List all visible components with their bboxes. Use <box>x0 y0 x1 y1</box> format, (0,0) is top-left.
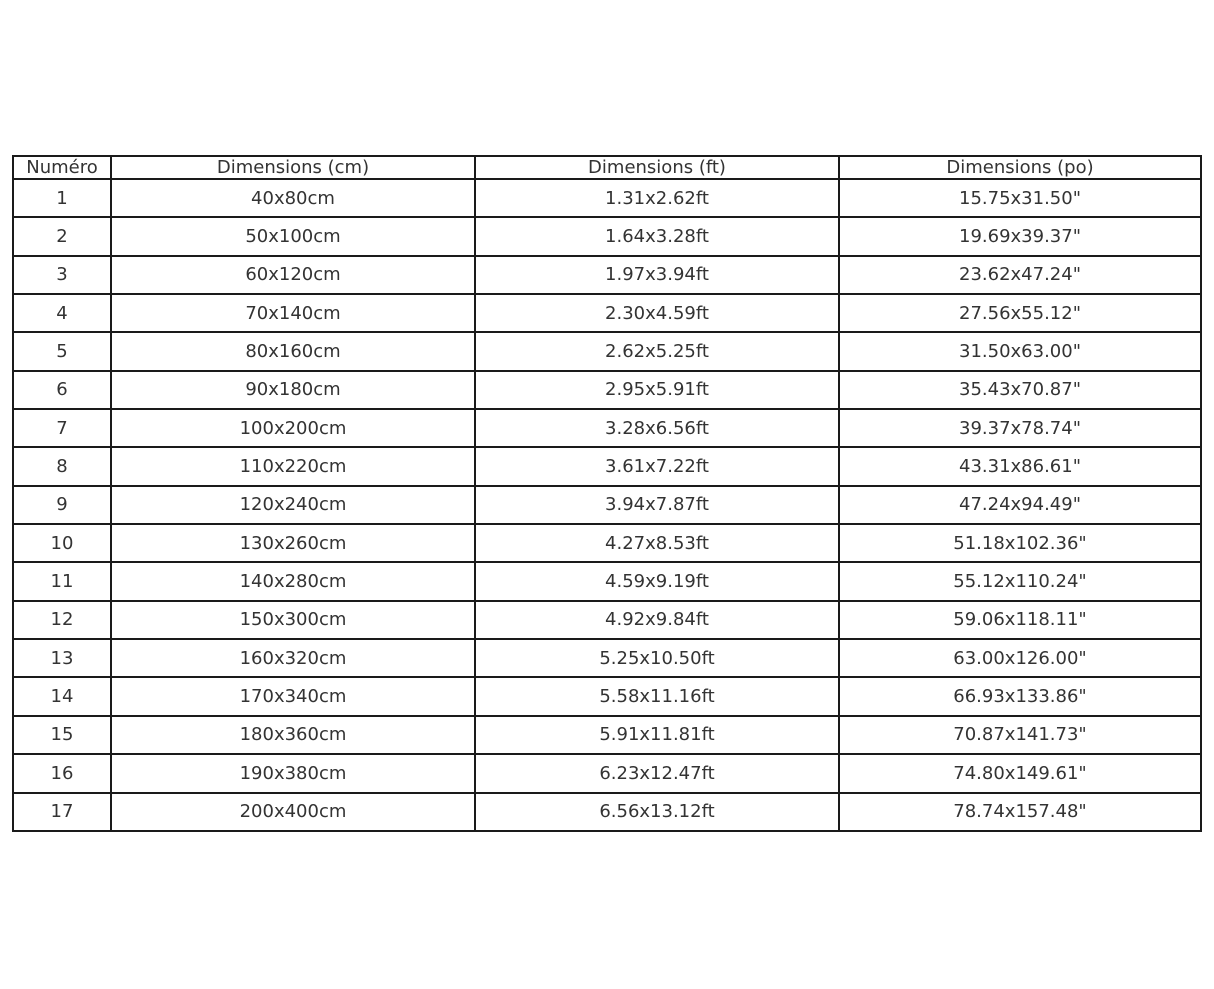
dimensions-po-cell: 70.87x141.73" <box>839 716 1201 754</box>
table-row <box>13 639 1201 677</box>
dimensions-cm-cell: 110x220cm <box>111 447 475 485</box>
dimensions-cm-cell: 130x260cm <box>111 524 475 562</box>
row-number-cell: 5 <box>13 332 111 370</box>
dimensions-cm-cell: 70x140cm <box>111 294 475 332</box>
dimensions-po-cell: 78.74x157.48" <box>839 793 1201 832</box>
column-header: Dimensions (po) <box>839 156 1201 179</box>
table-row <box>13 601 1201 639</box>
row-number-cell: 15 <box>13 716 111 754</box>
row-number-cell: 11 <box>13 562 111 600</box>
dimensions-ft-cell: 4.59x9.19ft <box>475 562 839 600</box>
dimensions-po-cell: 27.56x55.12" <box>839 294 1201 332</box>
dimensions-ft-cell: 4.92x9.84ft <box>475 601 839 639</box>
dimensions-cm-cell: 80x160cm <box>111 332 475 370</box>
dimensions-cm-cell: 60x120cm <box>111 256 475 294</box>
dimensions-po-cell: 43.31x86.61" <box>839 447 1201 485</box>
table-row <box>13 793 1201 832</box>
row-number-cell: 1 <box>13 179 111 217</box>
dimensions-po-cell: 55.12x110.24" <box>839 562 1201 600</box>
table-header-row <box>13 156 1201 179</box>
table-row <box>13 332 1201 370</box>
column-header: Dimensions (ft) <box>475 156 839 179</box>
dimensions-ft-cell: 5.25x10.50ft <box>475 639 839 677</box>
table-row <box>13 562 1201 600</box>
dimensions-cm-cell: 100x200cm <box>111 409 475 447</box>
dimensions-cm-cell: 160x320cm <box>111 639 475 677</box>
dimensions-cm-cell: 200x400cm <box>111 793 475 832</box>
row-number-cell: 6 <box>13 371 111 409</box>
dimensions-cm-cell: 50x100cm <box>111 217 475 255</box>
dimensions-po-cell: 74.80x149.61" <box>839 754 1201 792</box>
dimensions-po-cell: 35.43x70.87" <box>839 371 1201 409</box>
column-header: Dimensions (cm) <box>111 156 475 179</box>
dimensions-cm-cell: 180x360cm <box>111 716 475 754</box>
table-row <box>13 447 1201 485</box>
dimensions-cm-cell: 140x280cm <box>111 562 475 600</box>
dimensions-ft-cell: 6.23x12.47ft <box>475 754 839 792</box>
dimensions-ft-cell: 2.95x5.91ft <box>475 371 839 409</box>
dimensions-cm-cell: 190x380cm <box>111 754 475 792</box>
column-header: Numéro <box>13 156 111 179</box>
table-row <box>13 754 1201 792</box>
dimensions-cm-cell: 90x180cm <box>111 371 475 409</box>
table-row <box>13 294 1201 332</box>
dimensions-po-cell: 23.62x47.24" <box>839 256 1201 294</box>
row-number-cell: 4 <box>13 294 111 332</box>
table-row <box>13 256 1201 294</box>
dimensions-po-cell: 19.69x39.37" <box>839 217 1201 255</box>
dimensions-ft-cell: 5.58x11.16ft <box>475 677 839 715</box>
dimensions-cm-cell: 150x300cm <box>111 601 475 639</box>
row-number-cell: 12 <box>13 601 111 639</box>
table-row <box>13 716 1201 754</box>
row-number-cell: 16 <box>13 754 111 792</box>
row-number-cell: 7 <box>13 409 111 447</box>
dimensions-ft-cell: 2.62x5.25ft <box>475 332 839 370</box>
dimensions-po-cell: 51.18x102.36" <box>839 524 1201 562</box>
dimensions-ft-cell: 5.91x11.81ft <box>475 716 839 754</box>
table-row <box>13 524 1201 562</box>
row-number-cell: 9 <box>13 486 111 524</box>
dimensions-po-cell: 15.75x31.50" <box>839 179 1201 217</box>
row-number-cell: 3 <box>13 256 111 294</box>
dimensions-cm-cell: 170x340cm <box>111 677 475 715</box>
dimensions-po-cell: 47.24x94.49" <box>839 486 1201 524</box>
dimensions-cm-cell: 120x240cm <box>111 486 475 524</box>
dimensions-ft-cell: 3.61x7.22ft <box>475 447 839 485</box>
dimensions-po-cell: 66.93x133.86" <box>839 677 1201 715</box>
dimensions-ft-cell: 3.28x6.56ft <box>475 409 839 447</box>
table-row <box>13 371 1201 409</box>
table-row <box>13 409 1201 447</box>
row-number-cell: 14 <box>13 677 111 715</box>
dimensions-po-cell: 59.06x118.11" <box>839 601 1201 639</box>
dimensions-ft-cell: 1.31x2.62ft <box>475 179 839 217</box>
dimensions-ft-cell: 4.27x8.53ft <box>475 524 839 562</box>
table-row <box>13 217 1201 255</box>
row-number-cell: 2 <box>13 217 111 255</box>
dimensions-po-cell: 31.50x63.00" <box>839 332 1201 370</box>
dimensions-ft-cell: 1.97x3.94ft <box>475 256 839 294</box>
row-number-cell: 8 <box>13 447 111 485</box>
row-number-cell: 10 <box>13 524 111 562</box>
table-row <box>13 179 1201 217</box>
table-row <box>13 677 1201 715</box>
dimensions-ft-cell: 3.94x7.87ft <box>475 486 839 524</box>
table-row <box>13 486 1201 524</box>
dimensions-ft-cell: 2.30x4.59ft <box>475 294 839 332</box>
dimensions-cm-cell: 40x80cm <box>111 179 475 217</box>
dimensions-po-cell: 39.37x78.74" <box>839 409 1201 447</box>
dimensions-ft-cell: 1.64x3.28ft <box>475 217 839 255</box>
dimensions-conversion-table <box>12 155 1202 832</box>
dimensions-po-cell: 63.00x126.00" <box>839 639 1201 677</box>
row-number-cell: 17 <box>13 793 111 832</box>
row-number-cell: 13 <box>13 639 111 677</box>
dimensions-ft-cell: 6.56x13.12ft <box>475 793 839 832</box>
